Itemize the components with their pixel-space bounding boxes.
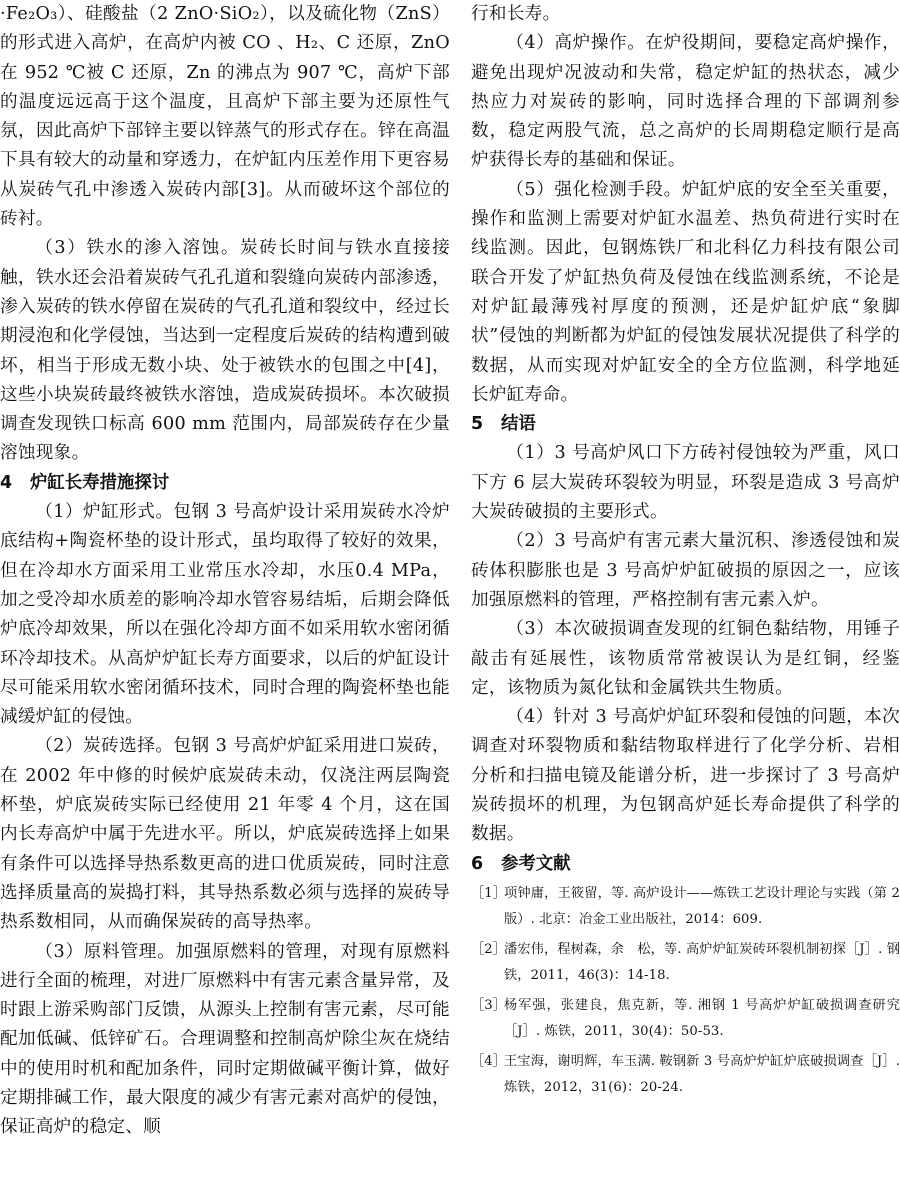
section-title: 炉缸长寿措施探讨 xyxy=(30,472,170,493)
reference-text: 杨军强，张建良，焦克新，等. 湘钢 1 号高炉炉缸破损调查研究［J］. 炼铁，2011，30(4)：50-53. xyxy=(504,998,900,1039)
paragraph-hearth-form: （1）炉缸形式。包钢 3 号高炉设计采用炭砖水冷炉底结构+陶瓷杯垫的设计形式，虽均取得了较好的效果，但在冷却水方面采用工业常压水冷却，水压0.4 MPa，加之受冷却水质差的影响冷却水管容易结垢，后期会降低炉底冷却效果，所以在强化冷却方面不如采用软水密闭循环冷却技术。从高炉炉缸长寿方面要求，以后的炉缸设计尽可能采用软水密闭循环技术，同时合理的陶瓷杯垫也能减缓炉缸的侵蚀。 xyxy=(0,502,450,728)
paragraph-furnace-operation: （4）高炉操作。在炉役期间，要稳定高炉操作，避免出现炉况波动和失常，稳定炉缸的热状态，减少热应力对炭砖的影响，同时选择合理的下部调剂参数，稳定两股气流，总之高炉的长周期稳定顺行是高炉获得长寿的基础和保证。 xyxy=(471,33,900,171)
section-4-heading xyxy=(0,469,450,498)
reference-text: 项钟庸，王筱留，等. 高炉设计——炼铁工艺设计理论与实践（第 2 版）. 北京：冶金工业出版社，2014：609. xyxy=(504,885,900,927)
reference-number: ［2］ xyxy=(471,942,507,958)
paragraph-iron-penetration: （3）铁水的渗入溶蚀。炭砖长时间与铁水直接接触，铁水还会沿着炭砖气孔孔道和裂缝向炭砖内部渗透，渗入炭砖的铁水停留在炭砖的气孔孔道和裂纹中，经过长期浸泡和化学侵蚀，当达到一定程度后炭砖的结构遭到破坏，相当于形成无数小块、处于被铁水的包围之中[4]，这些小块炭砖最终被铁水溶蚀，造成炭砖损坏。本次破损调查发现铁口标高 600 mm 范围内，局部炭砖存在少量溶蚀现象。 xyxy=(0,238,450,464)
section-title: 结语 xyxy=(501,414,536,435)
reference-item xyxy=(471,881,900,932)
section-number: 6 xyxy=(471,853,484,874)
conclusion-1: （1）3 号高炉风口下方砖衬侵蚀较为严重，风口下方 6 层大炭砖环裂较为明显，环裂是造成 3 号高炉大炭砖破损的主要形式。 xyxy=(471,443,900,523)
paragraph-raw-material-management: （3）原料管理。加强原燃料的管理，对现有原燃料进行全面的梳理，对进厂原燃料中有害元素含量异常，及时跟上游采购部门反馈，从源头上控制有害元素，尽可能配加低碱、低锌矿石。合理调整和控制高炉除尘灰在烧结中的使用时机和配加条件，同时定期做碱平衡计算，做好定期排碱工作，最大限度的减少有害元素对高炉的侵蚀，保证高炉的稳定、顺 xyxy=(0,941,450,1138)
paragraph-zinc-continued: ·Fe₂O₃）、硅酸盐（2 ZnO·SiO₂），以及硫化物（ZnS）的形式进入高炉，在高炉内被 CO 、H₂、C 还原，ZnO 在 952 ℃被 C 还原，Zn 的沸点为 907 ℃，高炉下部的温度远远高于这个温度，且高炉下部主要为还原性气氛，因此高炉下部锌主要以锌蒸气的形式存在。锌在高温下具有较大的动量和穿透力，在炉缸内压差作用下更容易从炭砖气孔中渗透入炭砖内部[3]。从而破坏这个部位的砖衬。 xyxy=(0,4,450,230)
reference-list xyxy=(471,881,900,1101)
section-number: 5 xyxy=(471,414,484,435)
section-5-heading xyxy=(471,410,900,439)
reference-number: ［4］ xyxy=(471,1054,507,1070)
section-6-heading xyxy=(471,850,900,879)
conclusion-2: （2）3 号高炉有害元素大量沉积、渗透侵蚀和炭砖体积膨胀也是 3 号高炉炉缸破损的原因之一，应该加强原燃料的管理，严格控制有害元素入炉。 xyxy=(471,531,900,610)
right-column xyxy=(471,0,900,1106)
reference-item xyxy=(471,993,900,1044)
reference-text: 王宝海，谢明辉，车玉满. 鞍钢新 3 号高炉炉缸炉底破损调查［J］. 炼铁，2012，31(6)：20-24. xyxy=(504,1054,900,1096)
paragraph-monitoring: （5）强化检测手段。炉缸炉底的安全至关重要，操作和监测上需要对炉缸水温差、热负荷进行实时在线监测。因此，包钢炼铁厂和北科亿力科技有限公司联合开发了炉缸热负荷及侵蚀在线监测系统，不论是对炉缸最薄残衬厚度的预测，还是炉缸炉底“象脚状”侵蚀的判断都为炉缸的侵蚀发展状况提供了科学的数据，从而实现对炉缸安全的全方位监测，科学地延长炉缸寿命。 xyxy=(471,179,900,405)
reference-text: 潘宏伟，程树森，余 松，等. 高炉炉缸炭砖环裂机制初探［J］. 钢铁，2011，46(3)：14-18. xyxy=(504,942,900,983)
section-title: 参考文献 xyxy=(501,853,571,874)
section-number: 4 xyxy=(0,472,13,493)
reference-item xyxy=(471,937,900,988)
conclusion-4: （4）针对 3 号高炉炉缸环裂和侵蚀的问题，本次调查对环裂物质和黏结物取样进行了化学分析、岩相分析和扫描电镜及能谱分析，进一步探讨了 3 号高炉炭砖损坏的机理，为包钢高炉延长寿命提供了科学的数据。 xyxy=(471,707,900,845)
paragraph-carbon-brick-selection: （2）炭砖选择。包钢 3 号高炉炉缸采用进口炭砖，在 2002 年中修的时候炉底炭砖未动，仅浇注两层陶瓷杯垫，炉底炭砖实际已经使用 21 年零 4 个月，这在国内长寿高炉中属于先进水平。所以，炉底炭砖选择上如果有条件可以选择导热系数更高的进口优质炭砖，同时注意选择质量高的炭捣打料，其导热系数必须与选择的炭砖导热系数相同，从而确保炭砖的高导热率。 xyxy=(0,736,450,933)
conclusion-3: （3）本次破损调查发现的红铜色黏结物，用锤子敲击有延展性，该物质常常被误认为是红铜，经鉴定，该物质为氮化钛和金属铁共生物质。 xyxy=(471,619,900,698)
reference-number: ［3］ xyxy=(471,998,507,1014)
reference-number: ［1］ xyxy=(471,885,507,901)
left-column xyxy=(0,0,450,1143)
paragraph-continued: 行和长寿。 xyxy=(471,4,561,24)
reference-item xyxy=(471,1049,900,1100)
